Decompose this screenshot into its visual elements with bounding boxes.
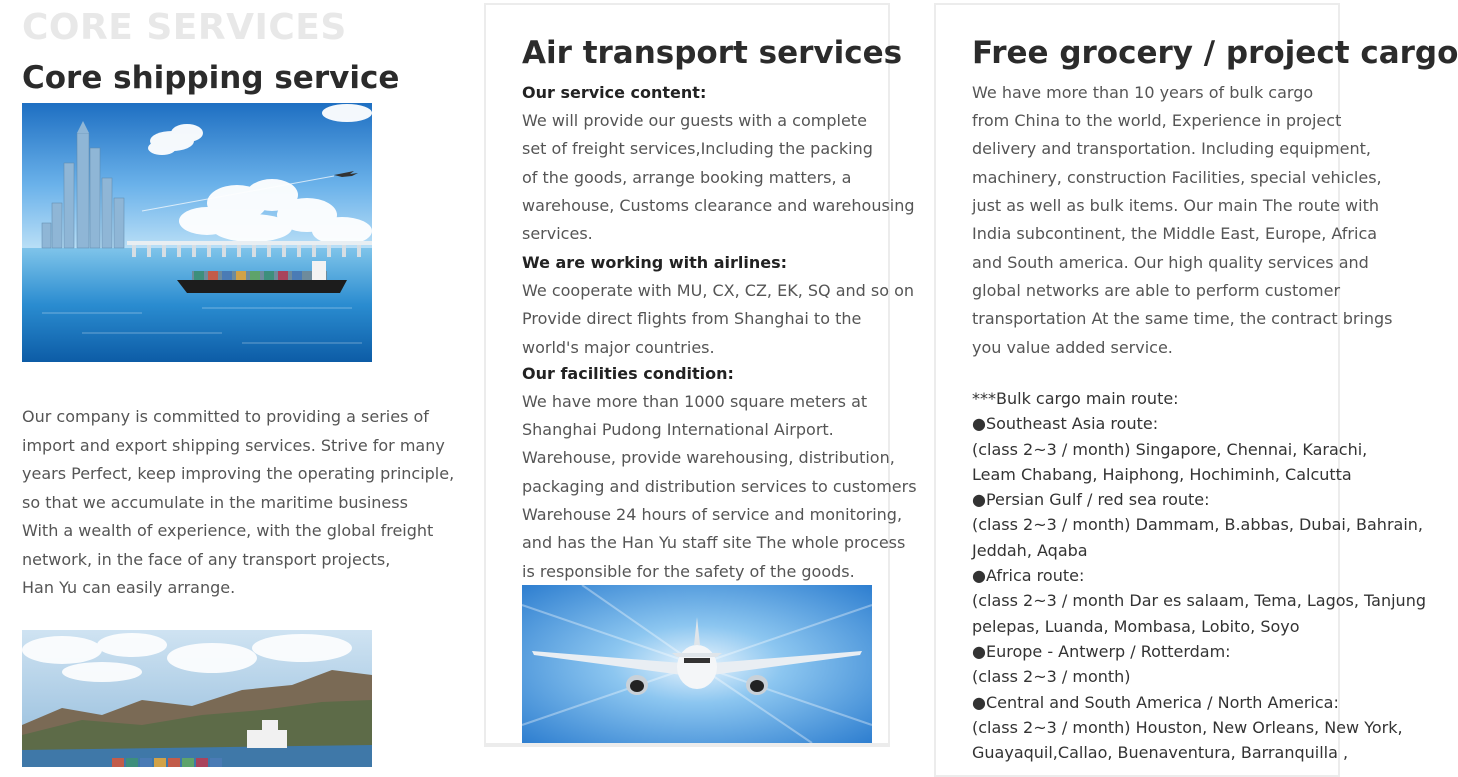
intro-line: Our company is committed to providing a series of	[22, 407, 429, 426]
airlines-heading: We are working with airlines:	[522, 253, 787, 272]
port-mountain-image	[22, 630, 372, 767]
route-line: ***Bulk cargo main route:	[972, 389, 1179, 408]
cargo-intro-line: from China to the world, Experience in project	[972, 111, 1342, 130]
cargo-intro-line: global networks are able to perform customer	[972, 281, 1341, 300]
facilities-line: Shanghai Pudong International Airport.	[522, 420, 834, 439]
route-line: (class 2~3 / month) Houston, New Orleans, New York,	[972, 717, 1403, 737]
route-line: Jeddah, Aqaba	[972, 540, 1088, 560]
facilities-line: Warehouse, provide warehousing, distribution,	[522, 448, 895, 467]
cargo-intro-line: you value added service.	[972, 338, 1173, 357]
cargo-intro-line: We have more than 10 years of bulk cargo	[972, 83, 1314, 102]
service-line: of the goods, arrange booking matters, a	[522, 168, 852, 187]
intro-line: With a wealth of experience, with the global freight	[22, 521, 434, 540]
core-intro-text	[22, 403, 462, 603]
service-line: set of freight services,Including the packing	[522, 139, 873, 158]
route-line: (class 2~3 / month)	[972, 667, 1131, 687]
route-line: Leam Chabang, Haiphong, Hochiminh, Calcutta	[972, 464, 1352, 484]
route-line: (class 2~3 / month) Dammam, B.abbas, Dubai, Bahrain,	[972, 515, 1423, 535]
service-content-heading: Our service content:	[522, 83, 707, 102]
facilities-heading: Our facilities condition:	[522, 364, 734, 383]
intro-line: import and export shipping services. Strive for many	[22, 435, 445, 455]
cargo-intro-line: delivery and transportation. Including equipment,	[972, 139, 1371, 158]
service-line: We will provide our guests with a complete	[522, 111, 867, 130]
core-shipping-title: Core shipping service	[22, 60, 400, 96]
cargo-intro-line: and South america. Our high quality services and	[972, 253, 1369, 272]
facilities-line: Warehouse 24 hours of service and monitoring,	[522, 505, 903, 524]
cargo-intro-line: just as well as bulk items. Our main The route with	[972, 196, 1379, 215]
route-line: ●Southeast Asia route:	[972, 414, 1159, 434]
service-line: services.	[522, 224, 593, 243]
route-line: pelepas, Luanda, Mombasa, Lobito, Soyo	[972, 616, 1300, 636]
route-line: Guayaquil,Callao, Buenaventura, Barranquilla ,	[972, 743, 1349, 763]
grocery-cargo-card	[934, 3, 1458, 777]
route-line: ●Central and South America / North America:	[972, 692, 1339, 712]
airlines-line: Provide direct flights from Shanghai to the	[522, 309, 862, 328]
facilities-line: and has the Han Yu staff site The whole process	[522, 533, 906, 552]
harbor-city-image	[22, 103, 372, 362]
intro-line: network, in the face of any transport projects,	[22, 549, 391, 569]
airlines-line: world's major countries.	[522, 338, 715, 357]
facilities-line: We have more than 1000 square meters at	[522, 392, 868, 411]
grocery-cargo-title: Free grocery / project cargo	[972, 35, 1458, 71]
route-line: (class 2~3 / month Dar es salaam, Tema, Lagos, Tanjung	[972, 591, 1426, 611]
bulk-cargo-routes	[972, 386, 1426, 765]
route-line: (class 2~3 / month) Singapore, Chennai, Karachi,	[972, 439, 1368, 459]
facilities-line: is responsible for the safety of the goods.	[522, 562, 855, 581]
route-line: ●Persian Gulf / red sea route:	[972, 490, 1210, 510]
route-line: ●Africa route:	[972, 566, 1085, 586]
intro-line: years Perfect, keep improving the operating principle,	[22, 464, 455, 483]
air-transport-card	[484, 3, 917, 747]
airlines-line: We cooperate with MU, CX, CZ, EK, SQ and so on	[522, 281, 915, 300]
facilities-line: packaging and distribution services to customers	[522, 477, 917, 496]
airplane-image	[522, 585, 872, 743]
section-watermark: CORE SERVICES	[22, 7, 347, 48]
service-line: warehouse, Customs clearance and warehousing	[522, 196, 915, 215]
air-transport-title: Air transport services	[522, 35, 903, 71]
intro-line: Han Yu can easily arrange.	[22, 578, 236, 597]
card-divider	[486, 743, 888, 745]
cargo-intro-line: machinery, construction Facilities, special vehicles,	[972, 168, 1382, 187]
route-line: ●Europe - Antwerp / Rotterdam:	[972, 641, 1231, 661]
cargo-intro-line: transportation At the same time, the contract brings	[972, 309, 1393, 328]
cargo-intro-line: India subcontinent, the Middle East, Europe, Africa	[972, 224, 1378, 243]
intro-line: so that we accumulate in the maritime business	[22, 492, 408, 512]
